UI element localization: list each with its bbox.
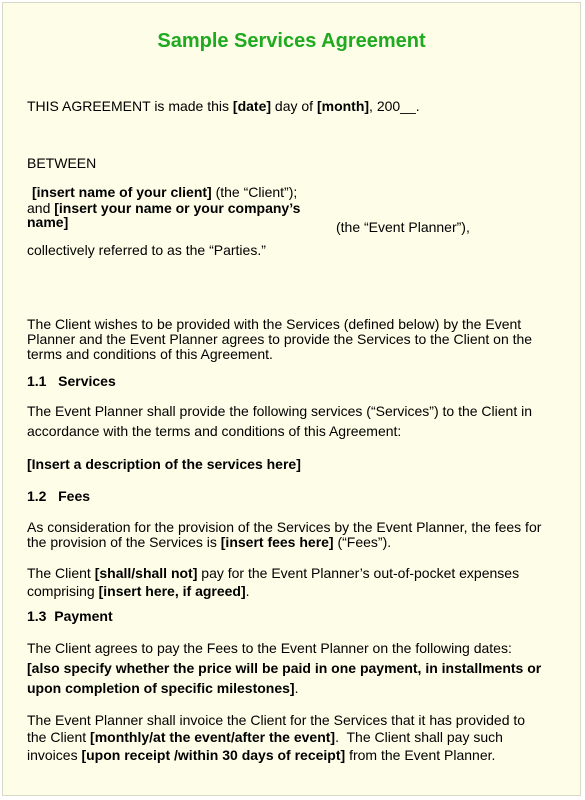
intro-text-1: THIS AGREEMENT is made this [27, 98, 233, 114]
invoice-line-3 [27, 747, 495, 763]
services-line-1: The Event Planner shall provide the following services (“Services”) to the Client in [27, 403, 533, 419]
planner-and: and [27, 200, 55, 216]
services-line-2: accordance with the terms and conditions of this Agreement: [27, 423, 402, 439]
planner-name-placeholder: [insert your name or your company’s [54, 200, 301, 216]
planner-line-2: name] [27, 214, 69, 230]
client-line [32, 184, 297, 200]
section-payment-heading: 1.3 Payment [27, 608, 113, 624]
recital-line-1: The Client wishes to be provided with the Services (defined below) by the Event [27, 316, 522, 332]
invoice-text-2: . The Client shall pay such [335, 729, 503, 745]
milestones-period: . [294, 680, 299, 696]
document-title: Sample Services Agreement [157, 30, 426, 52]
expenses-line-2 [27, 583, 250, 599]
payment-line-1: The Client agrees to pay the Fees to the Event Planner on the following dates: [27, 640, 512, 656]
expenses-text-1: The Client [27, 565, 95, 581]
recital-line-3: terms and conditions of this Agreement. [27, 346, 273, 362]
payment-terms-placeholder: [upon receipt /within 30 days of receipt] [81, 747, 346, 763]
payment-placeholder-line-2 [27, 680, 298, 696]
invoice-text-3: from the Event Planner. [345, 747, 496, 763]
payment-placeholder-line-1: [also specify whether the price will be paid in one payment, in installments or [27, 660, 542, 676]
shall-placeholder: [shall/shall not] [94, 565, 198, 581]
invoice-line-1: The Event Planner shall invoice the Client for the Services that it has provided to [27, 712, 526, 728]
section-services-heading: 1.1 Services [27, 373, 116, 389]
client-name-placeholder: [insert name of your client] [32, 184, 212, 200]
client-label: (the “Client”); [211, 184, 298, 200]
between-label: BETWEEN [27, 155, 97, 171]
section-fees-heading: 1.2 Fees [27, 488, 91, 504]
document-page [2, 2, 581, 796]
invoice-line-2 [27, 729, 503, 745]
expenses-period: . [245, 583, 250, 599]
fees-text-2: (“Fees”). [333, 534, 392, 550]
services-description-placeholder: [Insert a description of the services here] [27, 456, 301, 472]
intro-text-3: , 200__. [369, 98, 420, 114]
expenses-placeholder: [insert here, if agreed] [98, 583, 246, 599]
intro-text-2: day of [271, 98, 317, 114]
month-placeholder: [month] [316, 98, 370, 114]
parties-line: collectively referred to as the “Parties.” [27, 242, 266, 258]
invoice-text-1: the Client [27, 729, 91, 745]
fees-line-2 [27, 534, 391, 550]
invoice-timing-placeholder: [monthly/at the event/after the event] [90, 729, 336, 745]
expenses-text-2: pay for the Event Planner’s out-of-pocket expenses [197, 565, 520, 581]
date-placeholder: [date] [232, 98, 272, 114]
expenses-line-1 [27, 565, 519, 581]
recital-line-2: Planner and the Event Planner agrees to provide the Services to the Client on the [27, 331, 533, 347]
fees-placeholder: [insert fees here] [220, 534, 334, 550]
milestones-placeholder: upon completion of specific milestones] [27, 680, 295, 696]
agreement-date-line [27, 98, 420, 114]
comprising-text: comprising [27, 583, 99, 599]
invoices-text: invoices [27, 747, 82, 763]
planner-label: (the “Event Planner”), [336, 219, 470, 235]
fees-line-1: As consideration for the provision of the Services by the Event Planner, the fees for [27, 519, 542, 535]
fees-text-1: the provision of the Services is [27, 534, 221, 550]
